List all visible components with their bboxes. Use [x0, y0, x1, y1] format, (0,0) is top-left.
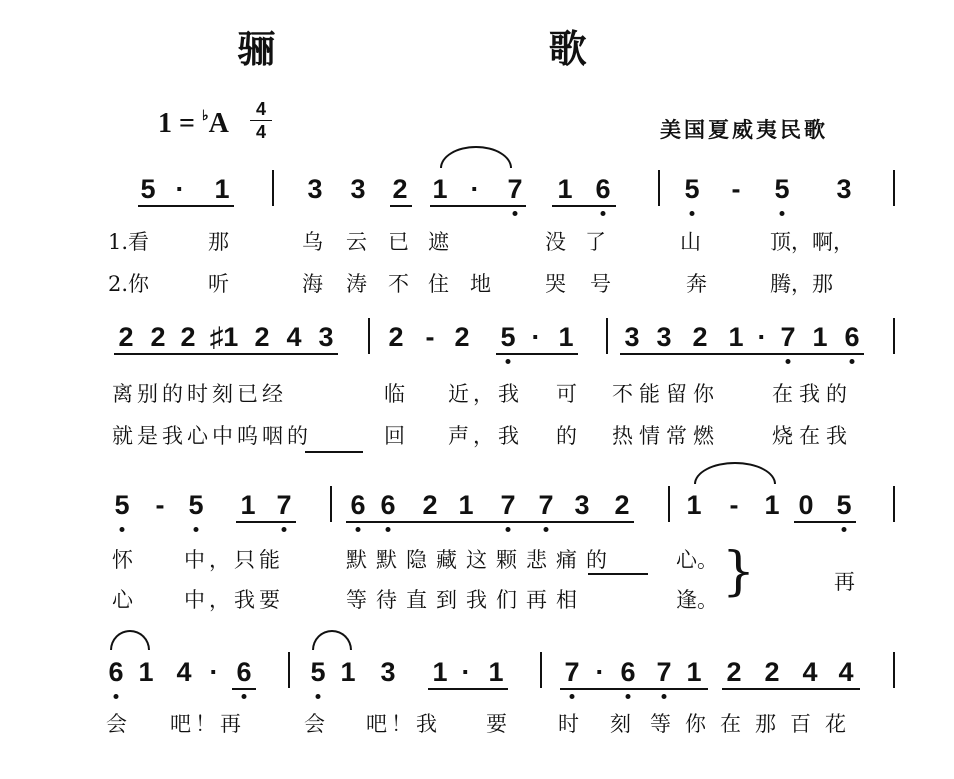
lyric-verse-2: 就是我心中呜咽的 [112, 424, 312, 448]
dash: - [425, 322, 435, 352]
note: 5 [684, 174, 700, 204]
low-octave-dot [626, 694, 631, 699]
lyric-verse-1: 已 [388, 230, 409, 254]
underline [430, 205, 526, 207]
bar-line [893, 318, 895, 354]
lyric-verse-1: 乌 [302, 230, 323, 254]
lyric-verse-1: 默默隐藏这颗悲痛的 [346, 548, 616, 572]
low-octave-dot [513, 211, 518, 216]
underline [560, 688, 708, 690]
note-dot: · [209, 657, 219, 687]
lyric-verse-2: 海 [302, 272, 323, 296]
note: 3 [574, 490, 590, 520]
lyric-verse-2: 听 [208, 272, 229, 296]
note: 0 [798, 490, 814, 520]
note-dot: · [595, 657, 605, 687]
note: 2 [764, 657, 780, 687]
bar-line [368, 318, 370, 354]
note: 1 [686, 657, 702, 687]
low-octave-dot [544, 527, 549, 532]
lyric-verse-1: 吧！我 [366, 712, 441, 736]
note: 3 [318, 322, 334, 352]
low-octave-dot [120, 527, 125, 532]
note: 7 [564, 657, 580, 687]
lyric-verse-1: 会 [106, 712, 127, 736]
underline [428, 688, 508, 690]
bar-line [540, 652, 542, 688]
underline [794, 521, 856, 523]
low-octave-dot [850, 359, 855, 364]
lyric-verse-1: 那 [208, 230, 229, 254]
lyric-verse-1: 中，只能 [184, 548, 284, 572]
low-octave-dot [356, 527, 361, 532]
low-octave-dot [601, 211, 606, 216]
lyric-verse-2: 等待直到我们再相 [346, 588, 586, 612]
note: 6 [108, 657, 124, 687]
low-octave-dot [506, 359, 511, 364]
note-dot: · [757, 322, 767, 352]
low-octave-dot [690, 211, 695, 216]
low-octave-dot [662, 694, 667, 699]
lyric-verse-2: 腾，那 [770, 272, 833, 296]
note: 2 [392, 174, 408, 204]
bar-line [893, 170, 895, 206]
note: 5 [188, 490, 204, 520]
dash: - [731, 174, 741, 204]
note: 3 [307, 174, 323, 204]
lyric-verse-1: 不能留你 [612, 382, 720, 406]
lyric-verse-1: 离别的时刻已经 [112, 382, 287, 406]
dash: - [729, 490, 739, 520]
note: 3 [656, 322, 672, 352]
note: 1 [812, 322, 828, 352]
lyric-verse-1: 没 [545, 230, 566, 254]
bar-line [658, 170, 660, 206]
underline [620, 353, 864, 355]
slur [110, 630, 150, 650]
note: 1 [557, 174, 573, 204]
note: 7 [656, 657, 672, 687]
sharp-note: ♯1 [209, 322, 239, 352]
lyric-underline [305, 451, 363, 453]
key-prefix: 1 = [158, 108, 195, 139]
lyric-verse-2: 住 [428, 272, 449, 296]
low-octave-dot [786, 359, 791, 364]
bar-line [893, 486, 895, 522]
note: 5 [310, 657, 326, 687]
time-bottom: 4 [255, 122, 266, 142]
note: 2 [254, 322, 270, 352]
note: 4 [176, 657, 192, 687]
note: 5 [500, 322, 516, 352]
lyric-verse-1: 近，我 [448, 382, 523, 406]
note: 7 [538, 490, 554, 520]
note: 5 [836, 490, 852, 520]
lyric-verse-2: 逢。 [676, 588, 718, 612]
note: 4 [838, 657, 854, 687]
note-dot: · [531, 322, 541, 352]
lyric-verse-1: 刻 [610, 712, 631, 736]
underline [236, 521, 296, 523]
low-octave-dot [570, 694, 575, 699]
lyric-verse-2: 地 [470, 272, 491, 296]
dash: - [155, 490, 165, 520]
bar-line [668, 486, 670, 522]
lyric-shared: 再 [834, 570, 855, 594]
bar-line [272, 170, 274, 206]
lyric-verse-1: 在我的 [772, 382, 853, 406]
note: 1 [214, 174, 230, 204]
note: 3 [624, 322, 640, 352]
underline [232, 688, 256, 690]
lyric-verse-2: 不 [388, 272, 409, 296]
low-octave-dot [506, 527, 511, 532]
note-dot: · [175, 174, 185, 204]
note: 2 [422, 490, 438, 520]
note: 7 [507, 174, 523, 204]
note: 1 [432, 657, 448, 687]
low-octave-dot [282, 527, 287, 532]
lyric-verse-1: 可 [556, 382, 577, 406]
note: 1 [432, 174, 448, 204]
bar-line [893, 652, 895, 688]
note: 5 [114, 490, 130, 520]
lyric-verse-1: 等你在那百花 [650, 712, 860, 736]
low-octave-dot [242, 694, 247, 699]
note: 1 [458, 490, 474, 520]
note: 5 [140, 174, 156, 204]
note: 2 [118, 322, 134, 352]
lyric-verse-1: 遮 [428, 230, 449, 254]
underline [552, 205, 616, 207]
note: 2 [454, 322, 470, 352]
note: 7 [780, 322, 796, 352]
lyric-verse-2: 热情常燃 [612, 424, 720, 448]
underline [390, 205, 412, 207]
underline [114, 353, 338, 355]
lyric-verse-2: 声，我 [448, 424, 523, 448]
low-octave-dot [780, 211, 785, 216]
key-signature [158, 108, 229, 140]
lyric-verse-1: 会 [304, 712, 325, 736]
note-dot: · [470, 174, 480, 204]
note: 4 [802, 657, 818, 687]
flat-sign: ♭ [201, 109, 209, 124]
note: 6 [350, 490, 366, 520]
lyric-verse-2: 哭 [545, 272, 566, 296]
note: 2 [692, 322, 708, 352]
song-title: 骊 歌 [237, 26, 717, 71]
note: 7 [276, 490, 292, 520]
lyric-verse-1: 怀 [112, 548, 133, 572]
note: 1 [340, 657, 356, 687]
note: 6 [620, 657, 636, 687]
lyric-verse-1: 要 [486, 712, 507, 736]
note: 2 [180, 322, 196, 352]
brace-icon: } [722, 542, 756, 602]
note: 7 [500, 490, 516, 520]
lyric-verse-1: 吧！再 [170, 712, 245, 736]
note: 6 [380, 490, 396, 520]
low-octave-dot [842, 527, 847, 532]
note: 3 [380, 657, 396, 687]
underline [346, 521, 634, 523]
low-octave-dot [316, 694, 321, 699]
note: 6 [595, 174, 611, 204]
key-note: A [208, 108, 229, 139]
bar-line [288, 652, 290, 688]
note: 2 [150, 322, 166, 352]
lyric-verse-1: 时 [558, 712, 579, 736]
note: 1 [488, 657, 504, 687]
note: 6 [844, 322, 860, 352]
note: 2 [726, 657, 742, 687]
bar-line [606, 318, 608, 354]
lyric-verse-2: 涛 [346, 272, 367, 296]
note: 1 [686, 490, 702, 520]
low-octave-dot [386, 527, 391, 532]
note: 3 [836, 174, 852, 204]
note: 2 [614, 490, 630, 520]
lyric-verse-2: 中，我要 [184, 588, 284, 612]
slur [440, 146, 512, 168]
song-origin: 美国夏威夷民歌 [660, 117, 828, 142]
time-signature [250, 98, 272, 143]
note: 1 [764, 490, 780, 520]
lyric-verse-2: 奔 [686, 272, 707, 296]
lyric-verse-2: 烧在我 [772, 424, 853, 448]
note: 1 [240, 490, 256, 520]
lyric-verse-1: 心。 [676, 548, 718, 572]
underline [496, 353, 578, 355]
lyric-verse-2: 2.你 [108, 272, 150, 296]
bar-line [330, 486, 332, 522]
lyric-verse-2: 回 [384, 424, 405, 448]
lyric-verse-2: 的 [556, 424, 577, 448]
low-octave-dot [194, 527, 199, 532]
lyric-underline [588, 573, 648, 575]
lyric-verse-1: 临 [384, 382, 405, 406]
note: 6 [236, 657, 252, 687]
underline [138, 205, 234, 207]
lyric-verse-2: 心 [112, 588, 133, 612]
underline [722, 688, 860, 690]
note: 1 [728, 322, 744, 352]
tie [694, 462, 776, 484]
lyric-verse-1: 1.看 [108, 230, 150, 254]
slur [312, 630, 352, 650]
note: 1 [138, 657, 154, 687]
note: 3 [350, 174, 366, 204]
note: 4 [286, 322, 302, 352]
low-octave-dot [114, 694, 119, 699]
lyric-verse-1: 山 [680, 230, 701, 254]
note: 2 [388, 322, 404, 352]
note: 5 [774, 174, 790, 204]
note-dot: · [461, 657, 471, 687]
lyric-verse-1: 顶，啊， [770, 230, 854, 254]
lyric-verse-1: 了 [585, 230, 606, 254]
lyric-verse-1: 云 [346, 230, 367, 254]
lyric-verse-2: 号 [590, 272, 611, 296]
time-top: 4 [255, 99, 266, 119]
note: 1 [558, 322, 574, 352]
